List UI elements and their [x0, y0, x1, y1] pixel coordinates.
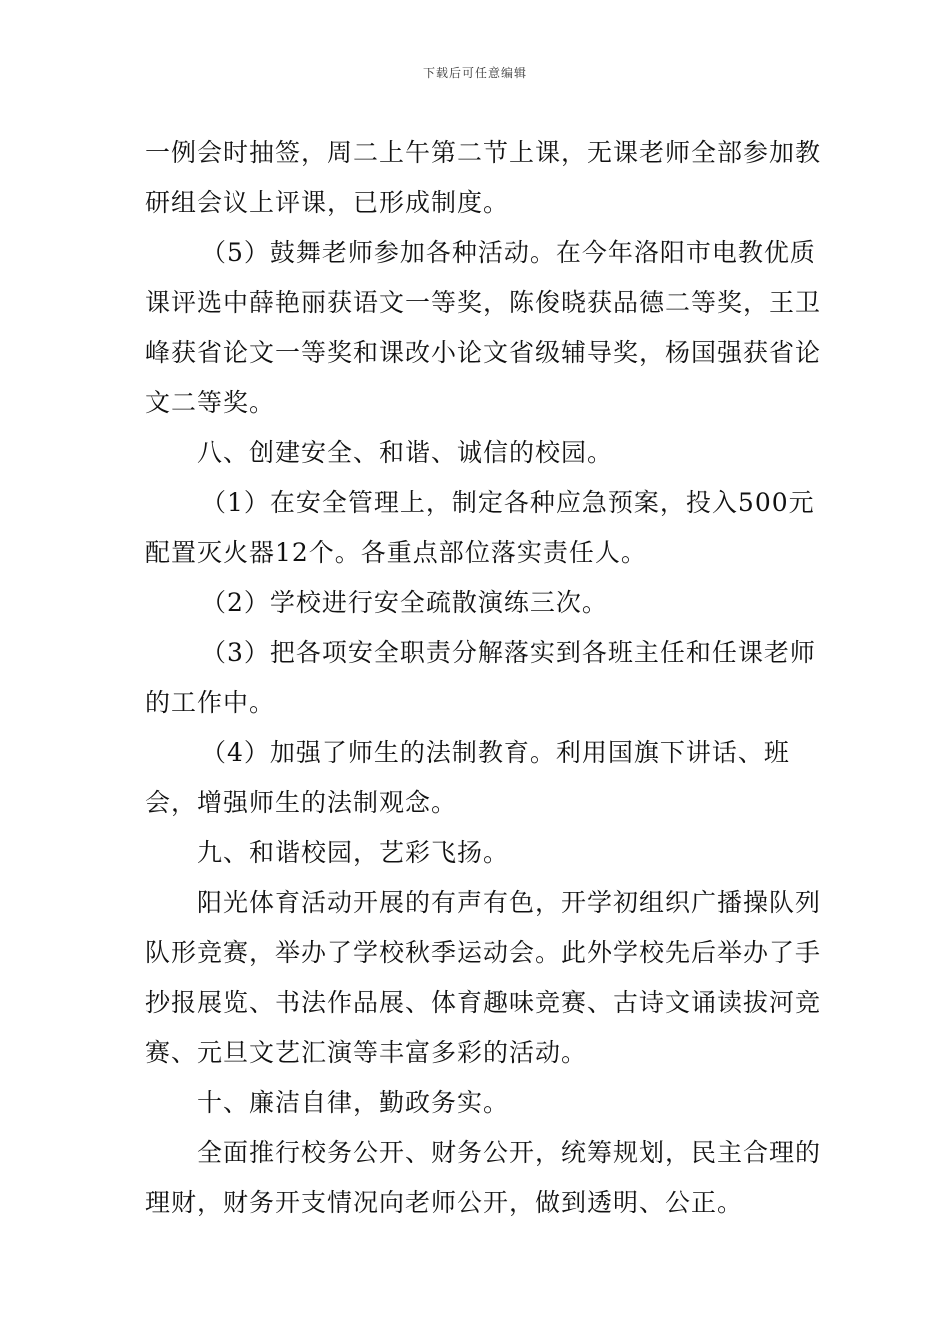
- paragraph-transparency: 全面推行校务公开、财务公开，统筹规划，民主合理的理财，财务开支情况向老师公开，做到透明、公正。: [145, 1138, 822, 1217]
- paragraph-item-4: （4）加强了师生的法制教育。利用国旗下讲话、班会，增强师生的法制观念。: [145, 738, 790, 817]
- document-body: [145, 128, 835, 1228]
- paragraph-sports-activities: 阳光体育活动开展的有声有色，开学初组织广播操队列队形竞赛，举办了学校秋季运动会。此外学校先后举办了手抄报展览、书法作品展、体育趣味竞赛、古诗文诵读拔河竞赛、元旦文艺汇演等丰富多彩的活动。: [145, 888, 822, 1067]
- paragraph-continuation: 一例会时抽签，周二上午第二节上课，无课老师全部参加教研组会议上评课，已形成制度。: [145, 138, 822, 217]
- section-heading-10: 十、廉洁自律，勤政务实。: [197, 1088, 510, 1117]
- section-heading-9: 九、和谐校园，艺彩飞扬。: [197, 838, 510, 867]
- paragraph-item-1: （1）在安全管理上，制定各种应急预案，投入500元配置灭火器12个。各重点部位落实责任人。: [145, 488, 815, 567]
- paragraph-item-5: （5）鼓舞老师参加各种活动。在今年洛阳市电教优质课评选中薛艳丽获语文一等奖，陈俊晓获品德二等奖，王卫峰获省论文一等奖和课改小论文省级辅导奖，杨国强获省论文二等奖。: [145, 238, 822, 417]
- paragraph-item-3: （3）把各项安全职责分解落实到各班主任和任课老师的工作中。: [145, 638, 816, 717]
- section-heading-8: 八、创建安全、和谐、诚信的校园。: [197, 438, 614, 467]
- page-header-note: 下载后可任意编辑: [422, 66, 527, 80]
- paragraph-item-2: （2）学校进行安全疏散演练三次。: [201, 588, 608, 617]
